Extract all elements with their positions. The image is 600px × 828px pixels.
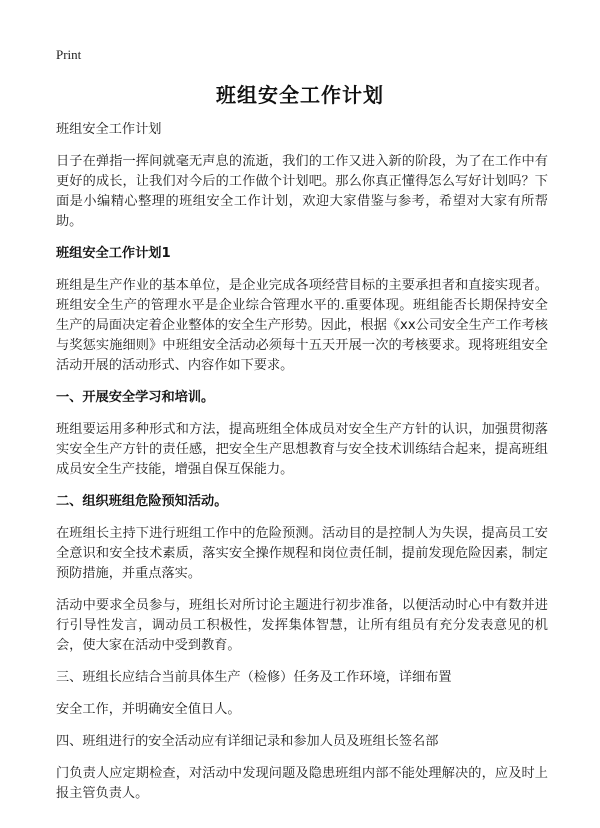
paragraph-4: 活动中要求全员参与，班组长对所讨论主题进行初步准备，以便活动时心中有数并进行引导性发言，调动员工积极性，发挥集体智慧，让所有组员有充分发表意见的机会，使大家在活动中受到教育。 bbox=[56, 598, 548, 653]
print-link[interactable]: Print bbox=[56, 47, 82, 62]
intro-paragraph: 日子在弹指一挥间就毫无声息的流逝，我们的工作又进入新的阶段，为了在工作中有更好的成长，让我们对今后的工作做个计划吧。那么你真正懂得怎么写好计划吗？下面是小编精心整理的班组安全工作计划，欢迎大家借鉴与参考，希望对大家有所帮助。 bbox=[56, 154, 548, 229]
paragraph-2: 班组要运用多种形式和方法，提高班组全体成员对安全生产方针的认识，加强贯彻落实安全生产方针的责任感，把安全生产思想教育与安全技术训练结合起来，提高班组成员安全生产技能，增强自保互保能力。 bbox=[56, 422, 548, 477]
section-heading: 班组安全工作计划1 bbox=[56, 246, 171, 261]
heading-1: 一、开展安全学习和培训。 bbox=[56, 390, 215, 405]
paragraph-3: 在班组长主持下进行班组工作中的危险预测。活动目的是控制人为失误，提高员工安全意识和安全技术素质，落实安全操作规程和岗位责任制，提前发现危险因素，制定预防措施，并重点落实。 bbox=[56, 526, 548, 581]
heading-3: 三、班组长应结合当前具体生产（检修）任务及工作环境，详细布置 bbox=[56, 670, 452, 685]
heading-2: 二、组织班组危险预知活动。 bbox=[56, 494, 228, 509]
document-subtitle: 班组安全工作计划 bbox=[56, 122, 162, 137]
document-title: 班组安全工作计划 bbox=[216, 83, 384, 107]
paragraph-5: 安全工作，并明确安全值日人。 bbox=[56, 702, 241, 717]
paragraph-6: 门负责人应定期检查，对活动中发现问题及隐患班组内部不能处理解决的，应及时上报主管负责人。 bbox=[56, 766, 548, 801]
heading-4: 四、班组进行的安全活动应有详细记录和参加人员及班组长签名部 bbox=[56, 734, 439, 749]
paragraph-1: 班组是生产作业的基本单位，是企业完成各项经营目标的主要承担者和直接实现者。班组安全生产的管理水平是企业综合管理水平的.重要体现。班组能否长期保持安全生产的局面决定着企业整体的安全生产形势。因此，根据《xx公司安全生产工作考核与奖惩实施细则》中班组安全活动必须每十五天开展一次的考核要求。现将班组安全活动开展的活动形式、内容作如下要求。 bbox=[56, 278, 548, 373]
document-body bbox=[56, 120, 548, 816]
